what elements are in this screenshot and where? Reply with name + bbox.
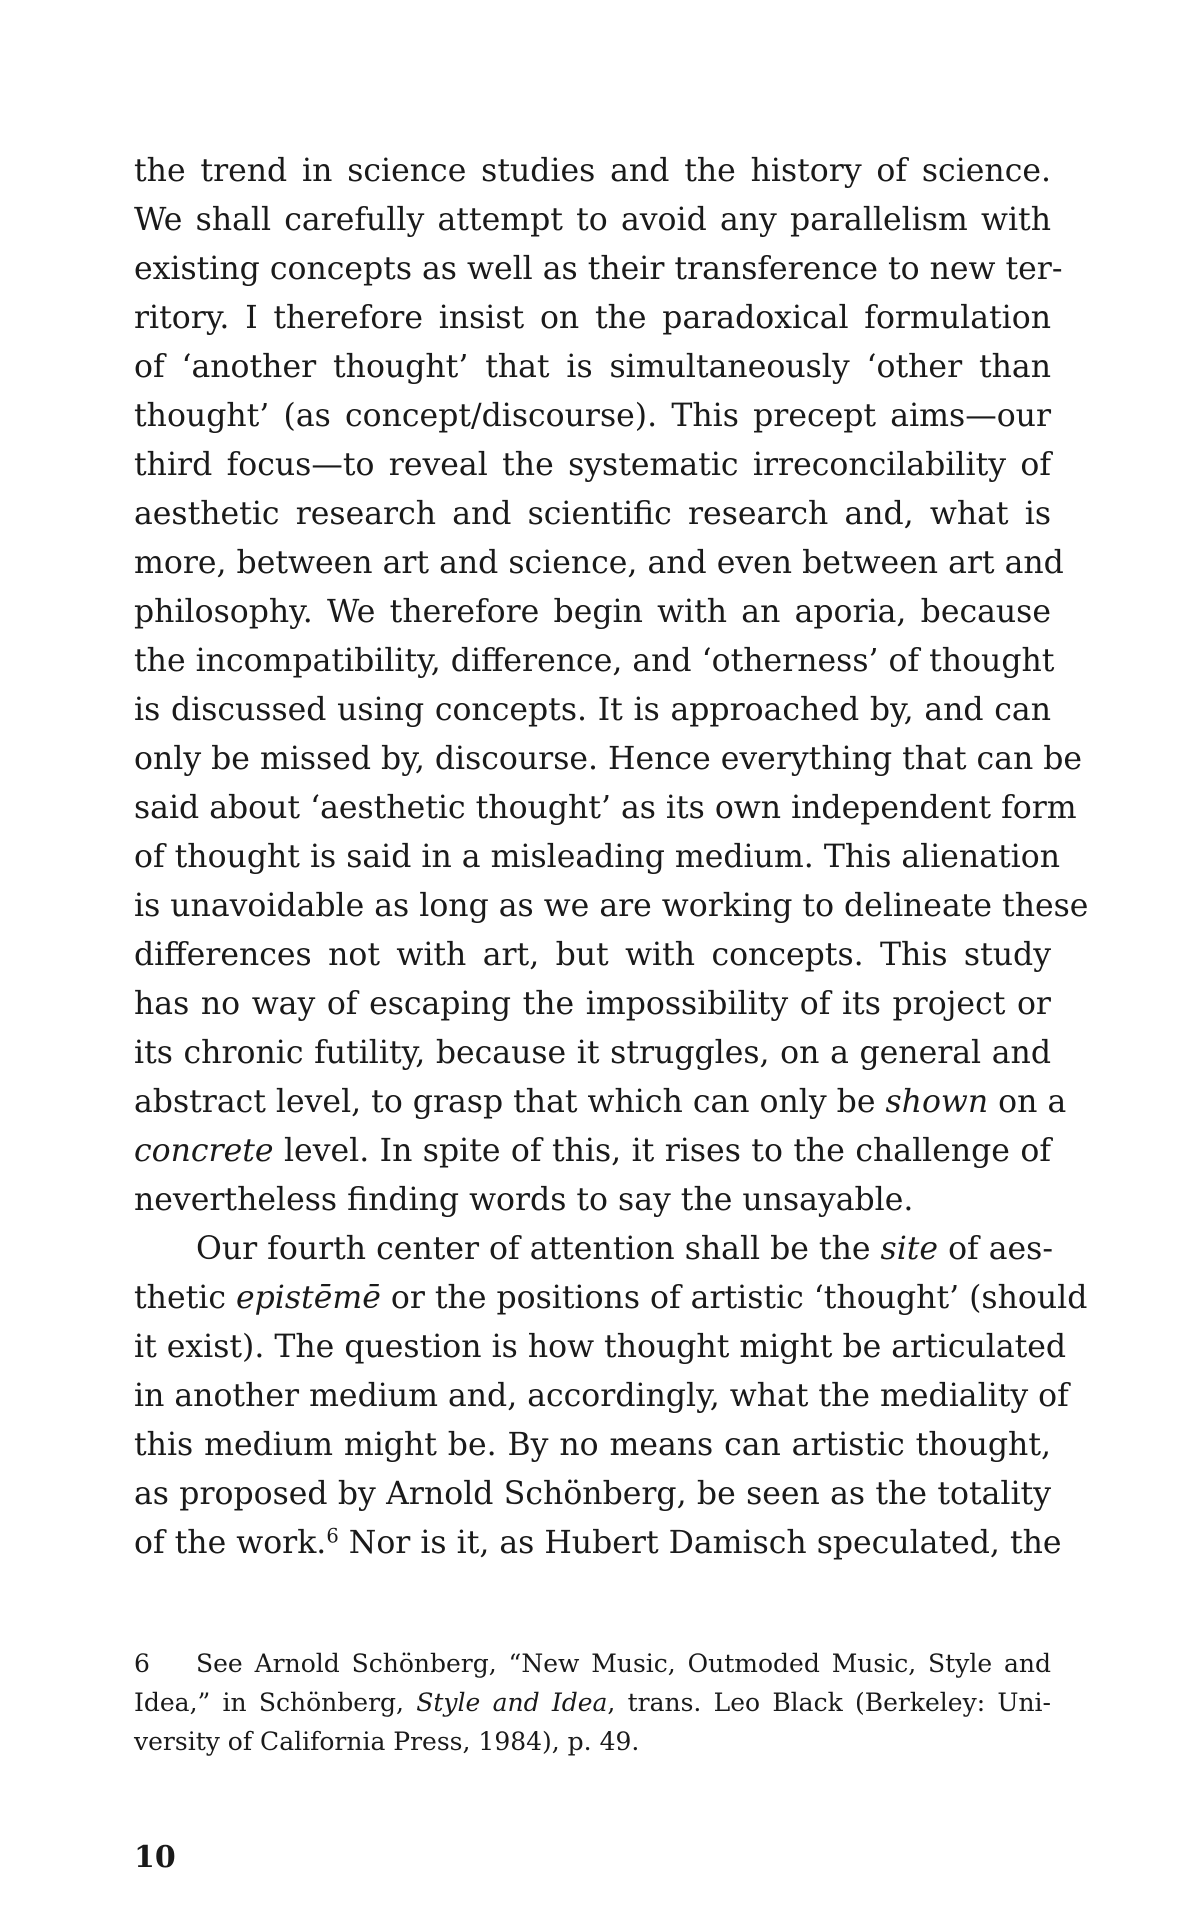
text-line: of thought is said in a misleading medium. This alienation [134, 839, 1060, 875]
text-line: philosophy. We therefore begin with an aporia, because [134, 594, 1051, 630]
text-line: has no way of escaping the impossibility of its project or [134, 986, 1051, 1022]
text-line [134, 1127, 1051, 1176]
paragraph-last-line: nevertheless finding words to say the unsayable. [134, 1182, 914, 1218]
text-line: this medium might be. By no means can artistic thought, [134, 1427, 1051, 1463]
text-line: more, between art and science, and even between art and [134, 545, 1064, 581]
text-segment: abstract level, to grasp that which can only be [134, 1084, 886, 1120]
text-line: differences not with art, but with concepts. This study [134, 937, 1051, 973]
footnote-text: See Arnold Schönberg, “New Music, Outmoded Music, Style and [196, 1649, 1051, 1678]
text-line [134, 1519, 1062, 1568]
text-segment: thetic [134, 1280, 236, 1316]
text-segment: level. In spite of this, it rises to the challenge of [273, 1133, 1051, 1169]
footnote-line [134, 1722, 1051, 1761]
text-line: only be missed by, discourse. Hence everything that can be [134, 741, 1083, 777]
text-line: existing concepts as well as their transference to new ter- [134, 251, 1063, 287]
footnote-text: versity of California Press, 1984), p. 49. [134, 1727, 640, 1756]
text-line: the trend in science studies and the history of science. [134, 153, 1051, 189]
text-line: its chronic futility, because it struggles, on a general and [134, 1035, 1051, 1071]
text-segment: on a [988, 1084, 1067, 1120]
text-line: as proposed by Arnold Schönberg, be seen as the totality [134, 1476, 1051, 1512]
footnote-text: Idea,” in Schönberg, [134, 1688, 417, 1717]
text-line: thought’ (as concept/discourse). This precept aims—our [134, 398, 1051, 434]
text-segment: or the positions of artistic ‘thought’ (should [380, 1280, 1088, 1316]
footnote-reference[interactable]: 6 [326, 1524, 339, 1548]
text-line: ritory. I therefore insist on the paradoxical formulation [134, 300, 1051, 336]
italic-text: shown [885, 1084, 989, 1120]
text-segment: Our fourth center of attention shall be the [196, 1231, 881, 1267]
text-line [134, 1078, 1067, 1127]
text-line: the incompatibility, difference, and ‘otherness’ of thought [134, 643, 1055, 679]
text-line: We shall carefully attempt to avoid any parallelism with [134, 202, 1051, 238]
page-number: 10 [134, 1840, 176, 1875]
text-line: of ‘another thought’ that is simultaneously ‘other than [134, 349, 1051, 385]
footnote-line [134, 1683, 1051, 1722]
italic-text: Style and Idea [416, 1688, 608, 1717]
footnote-number: 6 [134, 1649, 150, 1678]
footnote-text: , trans. Leo Black (Berkeley: Uni- [607, 1688, 1051, 1717]
footnote-line [134, 1644, 1051, 1683]
text-line: is unavoidable as long as we are working to delineate these [134, 888, 1089, 924]
text-line: aesthetic research and scientific research and, what is [134, 496, 1051, 532]
paragraph-first-line [134, 1225, 1051, 1274]
text-segment: Nor is it, as Hubert Damisch speculated, the [338, 1525, 1062, 1561]
text-line: said about ‘aesthetic thought’ as its own independent form [134, 790, 1077, 826]
italic-text: concrete [134, 1133, 274, 1169]
text-line: in another medium and, accordingly, what the mediality of [134, 1378, 1069, 1414]
text-line: it exist). The question is how thought might be articulated [134, 1329, 1067, 1365]
text-line: third focus—to reveal the systematic irreconcilability of [134, 447, 1051, 483]
text-line: is discussed using concepts. It is approached by, and can [134, 692, 1051, 728]
italic-text: epistēmē [235, 1280, 381, 1316]
body-text [134, 147, 1089, 1568]
text-segment: of the work. [134, 1525, 327, 1561]
italic-text: site [880, 1231, 939, 1267]
text-line [134, 1274, 1088, 1323]
footnote [134, 1644, 1051, 1761]
text-segment: of aes- [938, 1231, 1053, 1267]
